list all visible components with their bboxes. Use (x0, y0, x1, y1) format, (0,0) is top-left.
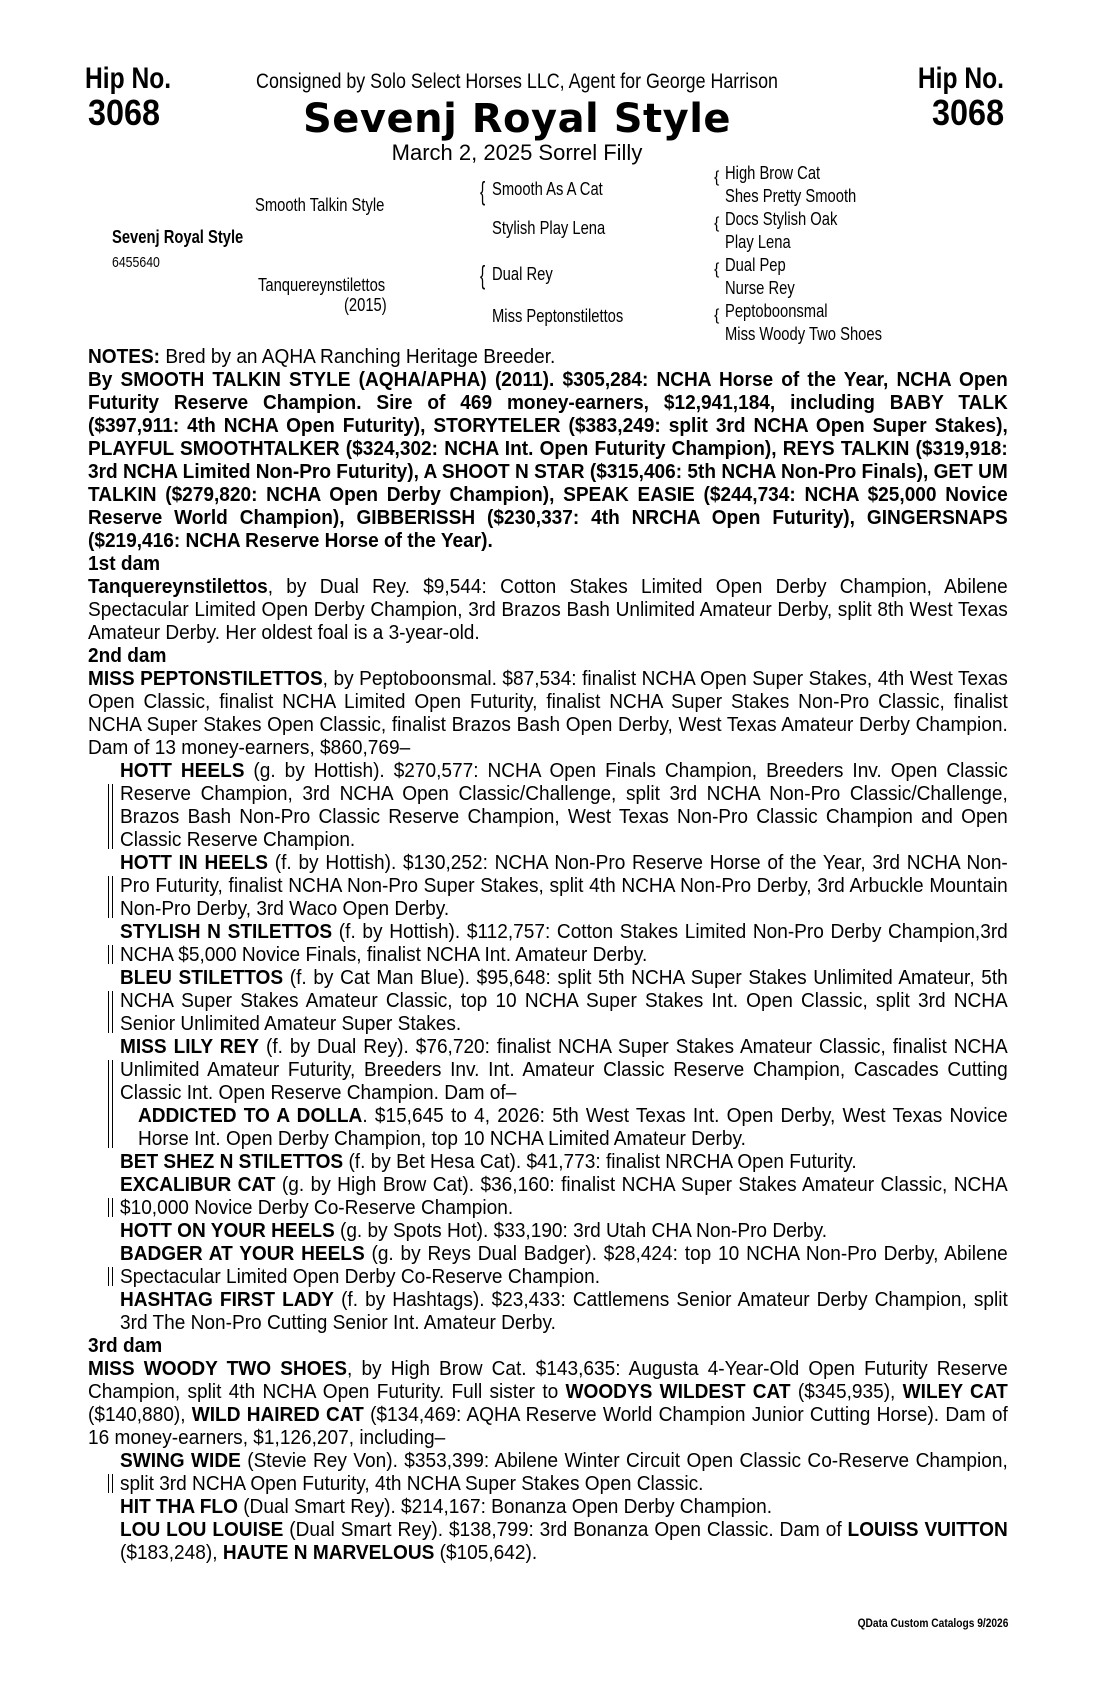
brace-g12: { (714, 169, 720, 186)
registration-number: 6455640 (112, 254, 160, 271)
pedigree-g5: Dual Pep (725, 255, 786, 275)
pedigree-dam-sire: Dual Rey (492, 264, 553, 284)
produce-item (120, 851, 1008, 920)
second-dam-text: , by Peptoboonsmal. $87,534: finalist NCHA Open Super Stakes, 4th West Texas Open Classic, finalist NCHA Limited Open Futurity, finalist NCHA Super Stakes Non-Pro Classic, finalist NCHA Super Stakes Open Classic, finalist Brazos Bash Open Derby, West Texas Amateur Derby Champion. Dam of 13 money-earners, $860,769– (88, 667, 1008, 759)
produce-name: HOTT IN HEELS (120, 851, 269, 874)
produce-name: BADGER AT YOUR HEELS (120, 1242, 365, 1265)
produce-text: (f. by Cat Man Blue). $95,648: split 5th NCHA Super Stakes Unlimited Amateur, 5th NCHA Super Stakes Amateur Classic, top 10 NCHA Super Stakes Int. Open Classic, split 3rd NCHA Senior Unlimited Amateur Super Stakes. (120, 966, 1008, 1035)
notes-text: Bred by an AQHA Ranching Heritage Breeder. (160, 345, 556, 368)
produce-name: SWING WIDE (120, 1449, 241, 1472)
produce-item (120, 966, 1008, 1035)
produce-name: HOTT HEELS (120, 759, 245, 782)
produce-text: (f. by Hashtags). $23,433: Cattlemens Senior Amateur Derby Champion, split 3rd The Non-Pro Cutting Senior Int. Amateur Derby. (120, 1288, 1008, 1334)
produce-text: (g. by Spots Hot). $33,190: 3rd Utah CHA Non-Pro Derby. (334, 1219, 828, 1242)
notes-label: NOTES: (88, 345, 161, 368)
pedigree-sire-dam: Stylish Play Lena (492, 218, 606, 238)
pedigree-g6: Nurse Rey (725, 278, 795, 298)
pedigree-sire-sire: Smooth As A Cat (492, 179, 603, 199)
produce-text: (Stevie Rey Von). $353,399: Abilene Winter Circuit Open Classic Co-Reserve Champion, split 3rd NCHA Open Futurity, 4th NCHA Super Stakes Open Classic. (120, 1449, 1008, 1495)
produce-text: (f. by Bet Hesa Cat). $41,773: finalist NRCHA Open Futurity. (343, 1150, 857, 1173)
catalog-footer: QData Custom Catalogs 9/2026 (857, 1616, 1008, 1630)
second-dam-produce-list (120, 759, 1008, 1334)
brace-sire: { (480, 176, 486, 206)
third-dam-text: , by High Brow Cat. $143,635: Augusta 4-Year-Old Open Futurity Reserve Champion, split 4th NCHA Open Futurity. Full sister to (88, 1357, 1008, 1403)
produce-name: BLEU STILETTOS (120, 966, 284, 989)
third-dam-name: MISS WOODY TWO SHOES (88, 1357, 348, 1380)
hip-label-left: Hip No. (85, 62, 172, 95)
pedigree-g1: High Brow Cat (725, 163, 821, 183)
pedigree-dam-year: (2015) (344, 295, 387, 315)
third-dam-text: ($140,880), (88, 1403, 192, 1426)
brace-g56: { (714, 261, 720, 278)
first-dam-heading: 1st dam (88, 552, 161, 575)
pedigree-g8: Miss Woody Two Shoes (725, 324, 882, 344)
pedigree-dam-dam: Miss Peptonstilettos (492, 306, 624, 326)
second-dam-paragraph (88, 667, 1008, 759)
hip-label-right: Hip No. (917, 62, 1004, 95)
third-dam-heading: 3rd dam (88, 1334, 163, 1357)
produce-text: (g. by Reys Dual Badger). $28,424: top 10 NCHA Non-Pro Derby, Abilene Spectacular Limited Open Derby Co-Reserve Champion. (120, 1242, 1008, 1288)
hip-number-left: 3068 (88, 92, 161, 133)
first-dam-text: , by Dual Rey. $9,544: Cotton Stakes Limited Open Derby Champion, Abilene Spectacular Limited Open Derby Champion, 3rd Brazos Bash Unlimited Amateur Derby, split 8th West Texas Amateur Derby. Her oldest foal is a 3-year-old. (88, 575, 1008, 644)
produce-sub-text: . $15,645 to 4, 2026: 5th West Texas Int. Open Derby, West Texas Novice Horse Int. Open Derby Champion, top 10 NCHA Limited Amateur Derby. (138, 1104, 1008, 1150)
pedigree-g4: Play Lena (725, 232, 791, 252)
produce-item (120, 1035, 1008, 1150)
produce-name: LOU LOU LOUISE (120, 1518, 284, 1541)
produce-name: EXCALIBUR CAT (120, 1173, 276, 1196)
produce-item (120, 1242, 1008, 1288)
produce-name: BET SHEZ N STILETTOS (120, 1150, 344, 1173)
produce-text: (f. by Dual Rey). $76,720: finalist NCHA Super Stakes Amateur Classic, finalist NCHA Unlimited Amateur Futurity, Breeders Inv. Int. Amateur Classic Reserve Champion, Cascades Cutting Classic Int. Open Reserve Champion. Dam of– (120, 1035, 1008, 1104)
produce-name: MISS LILY REY (120, 1035, 259, 1058)
horse-name-title: Sevenj Royal Style (302, 96, 732, 142)
sibling-name: WOODYS WILDEST CAT (565, 1380, 791, 1403)
pedigree-dam: Tanquereynstilettos (258, 275, 386, 295)
produce-item (120, 1173, 1008, 1219)
produce-text: (g. by Hottish). $270,577: NCHA Open Finals Champion, Breeders Inv. Open Classic Reserve Champion, 3rd NCHA Open Classic/Challenge, split 3rd NCHA Non-Pro Classic/Challenge, Brazos Bash Non-Pro Classic Reserve Champion, West Texas Non-Pro Classic Champion and Open Classic Reserve Champion. (120, 759, 1008, 851)
pedigree-sire: Smooth Talkin Style (255, 195, 385, 215)
produce-sub-name: ADDICTED TO A DOLLA (138, 1104, 363, 1127)
second-dam-name: MISS PEPTONSTILETTOS (88, 667, 323, 690)
produce-text: (f. by Hottish). $112,757: Cotton Stakes Limited Non-Pro Derby Champion,3rd NCHA $5,000 Novice Finals, finalist NCHA Int. Amateur Derby. (120, 920, 1008, 966)
pedigree-g7: Peptoboonsmal (725, 301, 828, 321)
produce-text: (f. by Hottish). $130,252: NCHA Non-Pro Reserve Horse of the Year, 3rd NCHA Non-Pro Futurity, finalist NCHA Non-Pro Super Stakes, split 4th NCHA Non-Pro Derby, 3rd Arbuckle Mountain Non-Pro Derby, 3rd Waco Open Derby. (120, 851, 1008, 920)
sibling-name: WILD HAIRED CAT (191, 1403, 364, 1426)
produce-item (120, 1449, 1008, 1495)
consignor-line: Consigned by Solo Select Horses LLC, Agent for George Harrison (256, 70, 778, 93)
produce-item (120, 1219, 1008, 1242)
third-dam-text: ($134,469: AQHA Reserve World Champion Junior Cutting Horse). Dam of 16 money-earners, $1,126,207, including– (88, 1403, 1008, 1449)
third-dam-produce-list (120, 1449, 1008, 1564)
third-dam-paragraph (88, 1357, 1008, 1449)
produce-item (120, 759, 1008, 851)
produce-text: (g. by High Brow Cat). $36,160: finalist NCHA Super Stakes Amateur Classic, NCHA $10,000 Novice Derby Co-Reserve Champion. (120, 1173, 1008, 1219)
sibling-name: WILEY CAT (902, 1380, 1008, 1403)
first-dam-paragraph (88, 575, 1008, 644)
brace-dam: { (480, 260, 486, 290)
first-dam-name: Tanquereynstilettos (88, 575, 268, 598)
produce-name: HIT THA FLO (120, 1495, 238, 1518)
produce-name: HASHTAG FIRST LADY (120, 1288, 334, 1311)
notes (88, 345, 1008, 368)
produce-text: ($183,248), (120, 1541, 223, 1564)
produce-subitem (138, 1104, 1008, 1150)
catalog-body (88, 345, 1008, 1564)
produce-item (120, 1495, 1008, 1518)
produce-item (120, 1288, 1008, 1334)
produce-offspring-name: HAUTE N MARVELOUS (222, 1541, 435, 1564)
produce-name: HOTT ON YOUR HEELS (120, 1219, 335, 1242)
pedigree-g2: Shes Pretty Smooth (725, 186, 857, 206)
produce-item (120, 1518, 1008, 1564)
pedigree-subject: Sevenj Royal Style (112, 227, 244, 247)
third-dam-text: ($345,935), (790, 1380, 903, 1403)
brace-g34: { (714, 215, 720, 232)
produce-name: STYLISH N STILETTOS (120, 920, 333, 943)
produce-text: (Dual Smart Rey). $214,167: Bonanza Open Derby Champion. (237, 1495, 773, 1518)
produce-item (120, 1150, 1008, 1173)
second-dam-heading: 2nd dam (88, 644, 167, 667)
pedigree-g3: Docs Stylish Oak (725, 209, 838, 229)
produce-offspring-name: LOUISS VUITTON (847, 1518, 1008, 1541)
produce-text: (Dual Smart Rey). $138,799: 3rd Bonanza Open Classic. Dam of (283, 1518, 848, 1541)
produce-item (120, 920, 1008, 966)
brace-g78: { (714, 307, 720, 324)
foaling-description: March 2, 2025 Sorrel Filly (391, 140, 643, 165)
sire-paragraph: By SMOOTH TALKIN STYLE (AQHA/APHA) (2011). $305,284: NCHA Horse of the Year, NCHA Open Futurity Reserve Champion. Sire of 469 money-earners, $12,941,184, including BABY TALK ($397,911: 4th NCHA Open Futurity), STORYTELER ($383,249: split 3rd NCHA Open Super Stakes), PLAYFUL SMOOTHTALKER ($324,302: NCHA Int. Open Futurity Champion), REYS TALKIN ($319,918: 3rd NCHA Limited Non-Pro Futurity), A SHOOT N STAR ($315,406: 5th NCHA Non-Pro Finals), GET UM TALKIN ($279,820: NCHA Open Derby Champion), SPEAK EASIE ($244,734: NCHA $25,000 Novice Reserve World Champion), GIBBERISSH ($230,337: 4th NRCHA Open Futurity), GINGERSNAPS ($219,416: NCHA Reserve Horse of the Year). (88, 368, 1008, 552)
hip-number-right: 3068 (931, 92, 1004, 133)
produce-text: ($105,642). (434, 1541, 538, 1564)
